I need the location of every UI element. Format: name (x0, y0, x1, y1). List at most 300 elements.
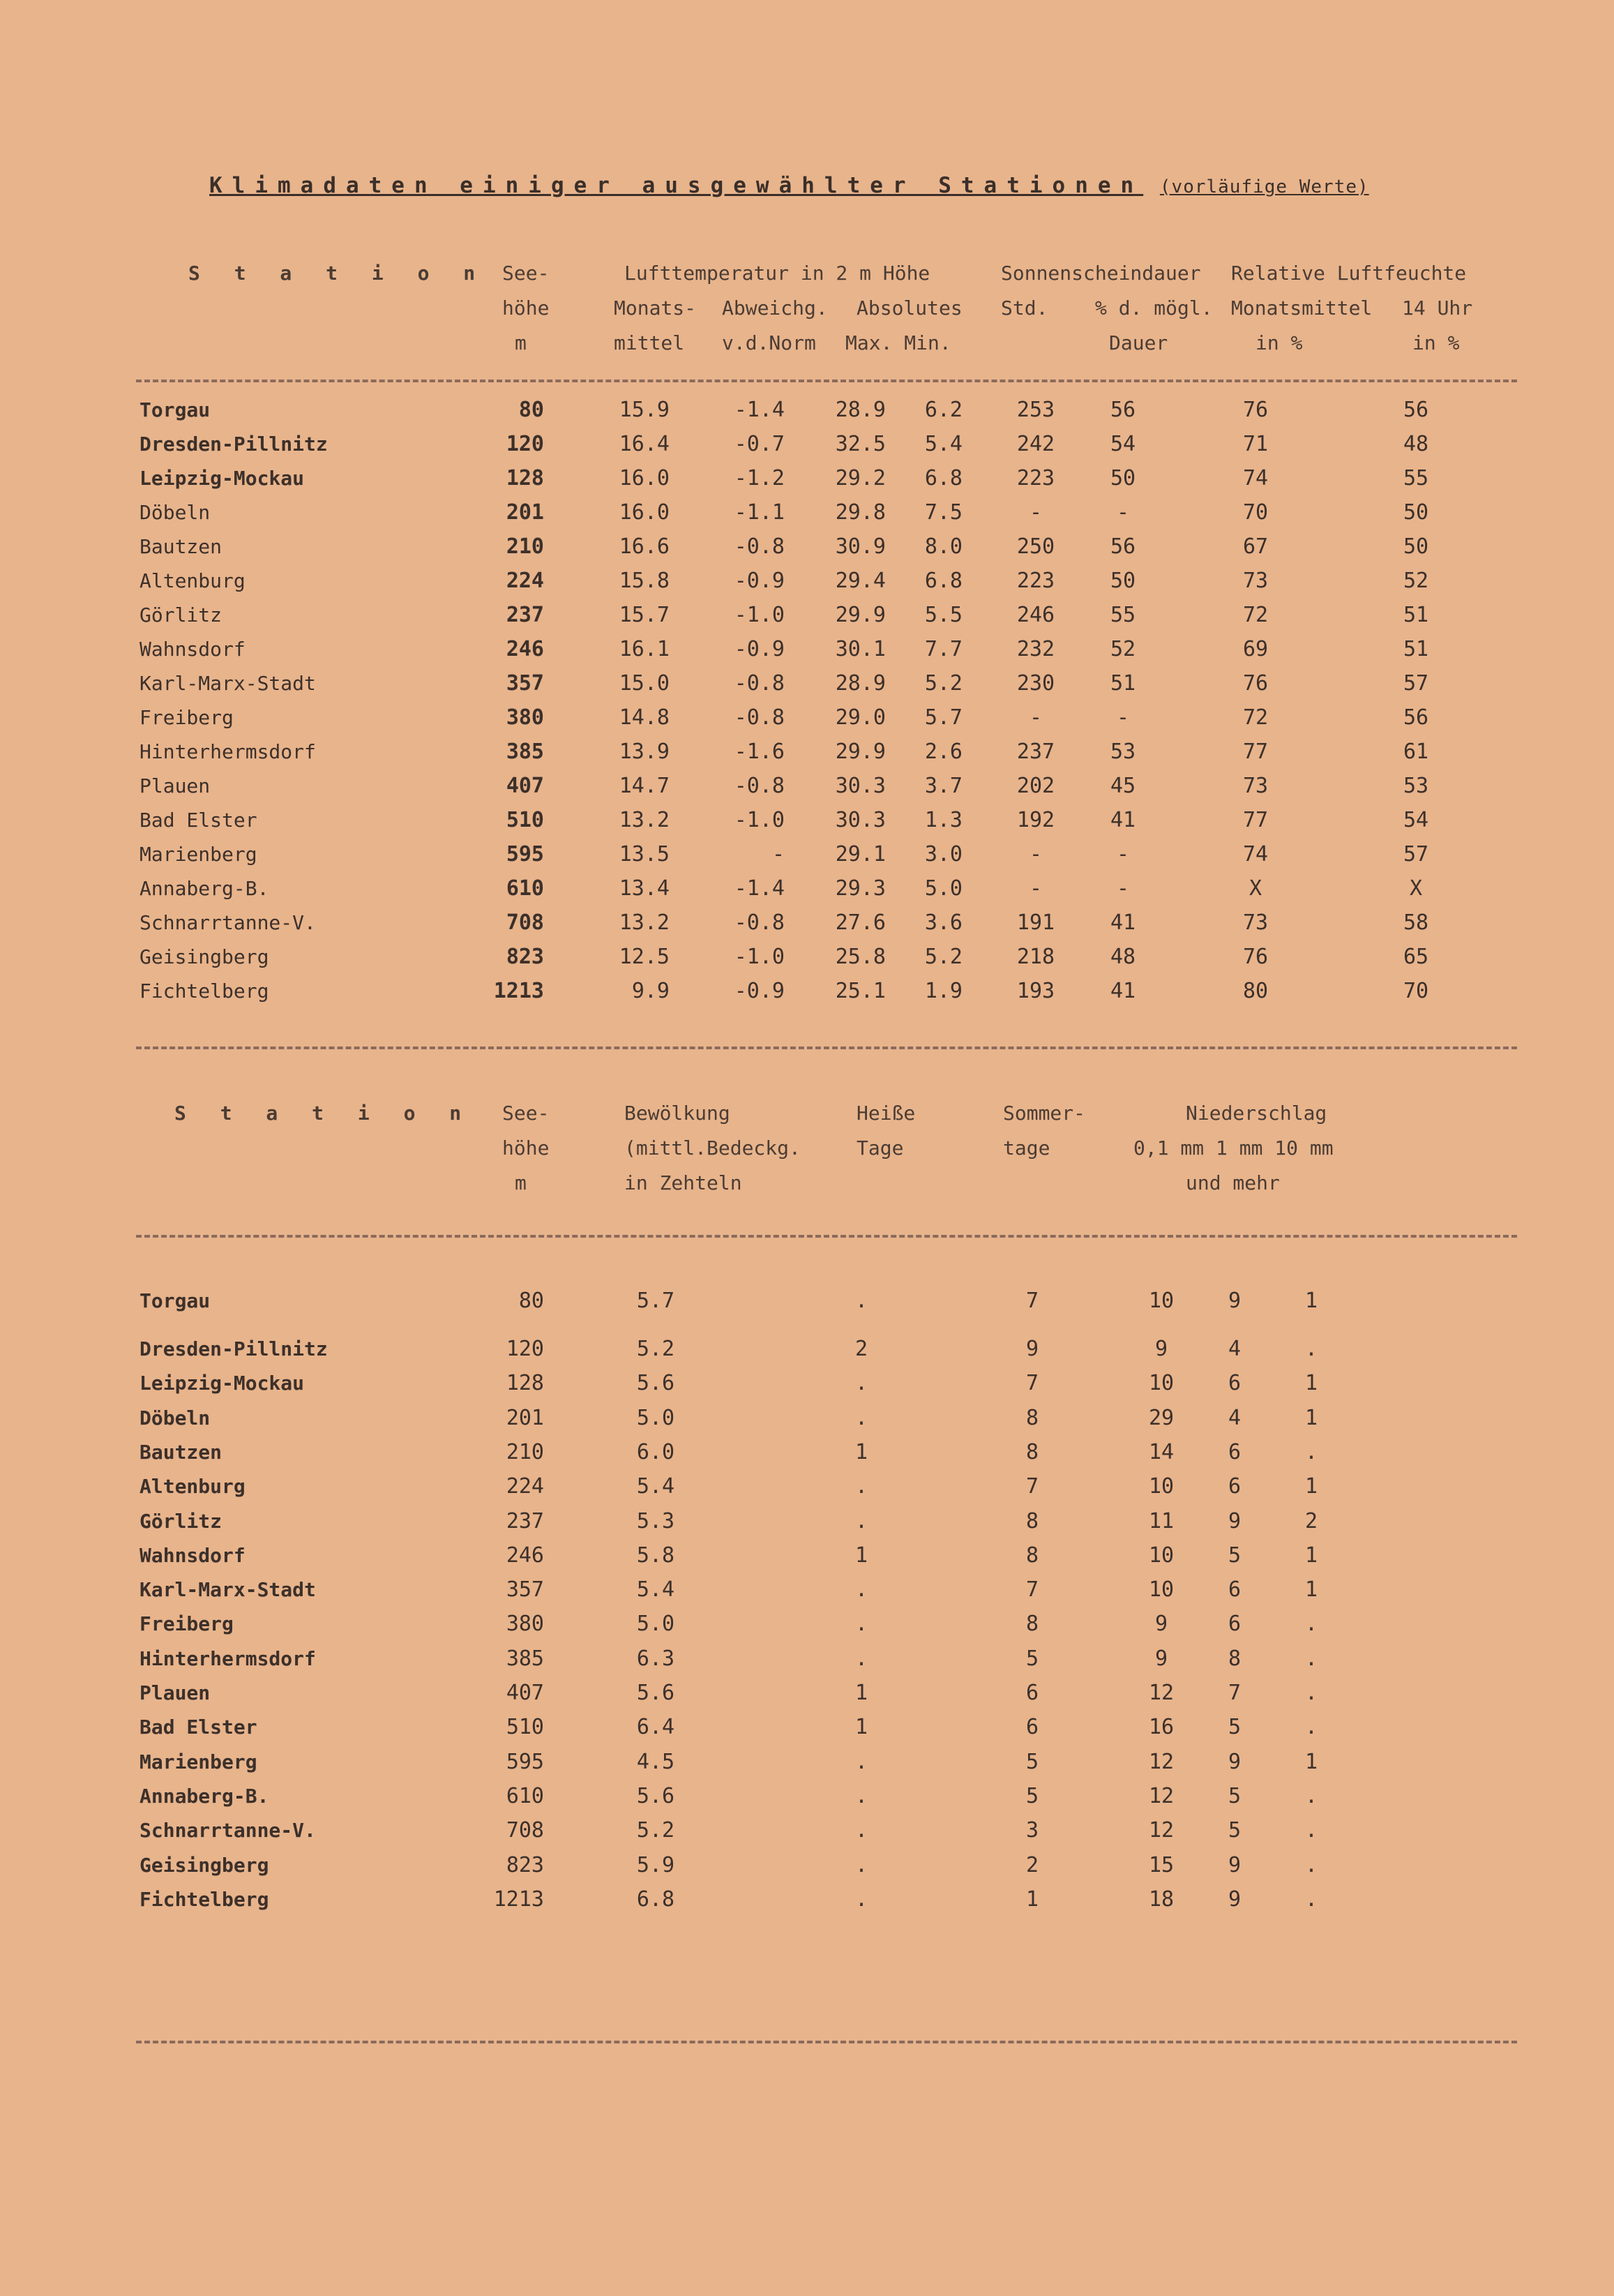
temp-min: 1.9 (924, 979, 963, 1003)
temp-mean: 16.1 (619, 637, 670, 661)
temp-deviation: - (771, 842, 785, 866)
t1-header-sun-group: Sonnenscheindauer (1001, 262, 1201, 285)
sunshine-percent: 41 (1110, 808, 1136, 832)
precip-1mm: 5 (1228, 1818, 1242, 1843)
hot-days: 1 (854, 1439, 868, 1464)
precip-10mm: . (1304, 1337, 1318, 1361)
table-row (0, 1335, 1614, 1363)
temp-deviation: -1.1 (734, 500, 785, 525)
sunshine-hours: 191 (1016, 910, 1055, 935)
sunshine-percent: 41 (1110, 910, 1136, 935)
station-name: Dresden-Pillnitz (139, 433, 328, 456)
elevation: 128 (506, 1371, 544, 1396)
humidity-14h: 55 (1403, 466, 1429, 490)
t2-header-hot-2: Tage (857, 1136, 904, 1160)
sunshine-hours: - (1029, 705, 1043, 730)
t2-header-cloud-3: in Zehteln (624, 1171, 742, 1194)
elevation: 380 (506, 705, 544, 730)
temp-min: 7.7 (924, 637, 963, 661)
sunshine-percent: 48 (1110, 945, 1136, 969)
humidity-mean: 67 (1242, 534, 1269, 559)
t1-header-elev-2: höhe (502, 297, 550, 320)
station-name: Bautzen (139, 1440, 223, 1464)
t1-header-hum14-1: 14 Uhr (1402, 297, 1473, 320)
temp-mean: 15.9 (619, 398, 670, 422)
precip-1mm: 6 (1228, 1371, 1242, 1396)
precip-10mm: 1 (1304, 1289, 1318, 1313)
table-row (0, 1439, 1614, 1466)
divider-line (136, 1235, 1517, 1238)
summer-days: 6 (1025, 1681, 1039, 1705)
hot-days: . (854, 1474, 868, 1499)
t1-header-temp-abs-1: Absolutes (857, 297, 963, 320)
station-name: Görlitz (139, 603, 223, 626)
cloud-cover: 6.0 (636, 1439, 675, 1464)
elevation: 224 (506, 569, 544, 593)
elevation: 823 (506, 1852, 544, 1877)
temp-min: 6.8 (924, 569, 963, 593)
sunshine-percent: 41 (1110, 979, 1136, 1003)
elevation: 201 (506, 1405, 544, 1430)
temp-deviation: -1.4 (734, 398, 785, 422)
summer-days: 7 (1025, 1577, 1039, 1603)
temp-deviation: -1.0 (734, 603, 785, 627)
summer-days: 9 (1025, 1337, 1039, 1361)
table-row (0, 396, 1614, 424)
elevation: 1213 (493, 979, 544, 1003)
station-name: Döbeln (139, 1406, 211, 1430)
elevation: 385 (506, 1646, 544, 1671)
temp-max: 25.8 (835, 945, 886, 969)
station-name: Torgau (139, 1289, 211, 1312)
temp-max: 30.3 (835, 808, 886, 832)
temp-mean: 12.5 (619, 945, 670, 969)
title-main: Klimadaten einiger ausgewählter Stationen (209, 173, 1144, 198)
temp-mean: 13.2 (619, 808, 670, 832)
table-row (0, 499, 1614, 527)
sunshine-hours: 253 (1016, 398, 1055, 422)
station-name: Fichtelberg (139, 1887, 269, 1911)
table-row (0, 1713, 1614, 1741)
t1-header-elev-3: m (515, 331, 527, 354)
precip-10mm: . (1304, 1646, 1318, 1671)
hot-days: 1 (854, 1715, 868, 1740)
table-row (0, 1748, 1614, 1776)
elevation: 80 (518, 398, 544, 422)
t1-header-sun-pct: % d. mögl. (1095, 297, 1213, 320)
hot-days: . (854, 1852, 868, 1877)
cloud-cover: 5.6 (636, 1371, 675, 1396)
precip-0-1mm: 18 (1148, 1886, 1175, 1912)
cloud-cover: 5.2 (636, 1818, 675, 1843)
t2-header-precip-group: Niederschlag (1186, 1102, 1327, 1125)
summer-days: 6 (1025, 1715, 1039, 1740)
humidity-14h: 70 (1403, 979, 1429, 1003)
temp-max: 29.1 (835, 842, 886, 866)
temp-max: 28.9 (835, 671, 886, 696)
t2-header-summer-2: tage (1003, 1136, 1050, 1160)
cloud-cover: 6.8 (636, 1886, 675, 1912)
hot-days: 2 (854, 1337, 868, 1361)
temp-mean: 16.0 (619, 466, 670, 490)
temp-deviation: -1.0 (734, 808, 785, 832)
elevation: 80 (518, 1289, 544, 1313)
sunshine-percent: - (1116, 842, 1130, 866)
table-row (0, 806, 1614, 834)
elevation: 380 (506, 1612, 544, 1637)
precip-0-1mm: 12 (1148, 1749, 1175, 1774)
summer-days: 1 (1025, 1886, 1039, 1912)
hot-days: . (854, 1289, 868, 1313)
station-name: Hinterhermsdorf (139, 740, 316, 763)
hot-days: . (854, 1886, 868, 1912)
table-row (0, 567, 1614, 595)
station-name: Bautzen (139, 535, 223, 558)
humidity-mean: 76 (1242, 671, 1269, 696)
elevation: 246 (506, 1543, 544, 1568)
temp-min: 6.2 (924, 398, 963, 422)
temp-max: 29.8 (835, 500, 886, 525)
summer-days: 8 (1025, 1543, 1039, 1568)
sunshine-hours: 230 (1016, 671, 1055, 696)
precip-1mm: 8 (1228, 1646, 1242, 1671)
precip-10mm: 1 (1304, 1371, 1318, 1396)
humidity-14h: 56 (1403, 705, 1429, 730)
t2-header-precip-sub2: und mehr (1186, 1171, 1280, 1194)
temp-mean: 13.4 (619, 876, 670, 901)
hot-days: . (854, 1612, 868, 1637)
table-row (0, 1886, 1614, 1914)
table-row (0, 1508, 1614, 1536)
table-row (0, 704, 1614, 732)
hot-days: 1 (854, 1681, 868, 1705)
t2-header-summer-1: Sommer- (1003, 1102, 1086, 1125)
humidity-14h: 52 (1403, 569, 1429, 593)
sunshine-hours: 202 (1016, 774, 1055, 798)
temp-mean: 16.0 (619, 500, 670, 525)
temp-deviation: -1.0 (734, 945, 785, 969)
sunshine-hours: 193 (1016, 979, 1055, 1003)
station-name: Wahnsdorf (139, 1543, 246, 1567)
precip-10mm: . (1304, 1783, 1318, 1808)
cloud-cover: 5.6 (636, 1783, 675, 1808)
t1-header-temp-mean-1: Monats- (614, 297, 697, 320)
precip-10mm: . (1304, 1439, 1318, 1464)
elevation: 357 (506, 1577, 544, 1603)
hot-days: . (854, 1371, 868, 1396)
precip-1mm: 4 (1228, 1405, 1242, 1430)
elevation: 510 (506, 808, 544, 832)
elevation: 237 (506, 1508, 544, 1533)
elevation: 201 (506, 500, 544, 525)
temp-max: 28.9 (835, 398, 886, 422)
precip-0-1mm: 10 (1148, 1474, 1175, 1499)
elevation: 357 (506, 671, 544, 696)
summer-days: 7 (1025, 1289, 1039, 1313)
precip-1mm: 9 (1228, 1886, 1242, 1912)
table-row (0, 1404, 1614, 1432)
temp-min: 2.6 (924, 740, 963, 764)
hot-days: . (854, 1749, 868, 1774)
precip-10mm: . (1304, 1681, 1318, 1705)
humidity-14h: 51 (1403, 603, 1429, 627)
precip-0-1mm: 10 (1148, 1371, 1175, 1396)
t1-header-sun-dauer: Dauer (1109, 331, 1168, 354)
temp-max: 30.1 (835, 637, 886, 661)
temp-min: 5.4 (924, 432, 963, 456)
temp-max: 30.3 (835, 774, 886, 798)
t1-header-temp-group: Lufttemperatur in 2 m Höhe (624, 262, 930, 285)
humidity-mean: X (1249, 876, 1262, 901)
station-name: Plauen (139, 1681, 211, 1704)
temp-min: 6.8 (924, 466, 963, 490)
precip-0-1mm: 12 (1148, 1681, 1175, 1705)
t1-header-elev-1: See- (502, 262, 550, 285)
elevation: 407 (506, 1681, 544, 1705)
precip-10mm: 1 (1304, 1405, 1318, 1430)
temp-deviation: -0.8 (734, 705, 785, 730)
precip-1mm: 7 (1228, 1681, 1242, 1705)
sunshine-hours: 218 (1016, 945, 1055, 969)
temp-deviation: -1.6 (734, 740, 785, 764)
sunshine-hours: 250 (1016, 534, 1055, 559)
humidity-mean: 76 (1242, 945, 1269, 969)
sunshine-hours: 246 (1016, 603, 1055, 627)
sunshine-percent: 45 (1110, 774, 1136, 798)
table-row (0, 601, 1614, 629)
t1-header-hum-mean-1: Monatsmittel (1231, 297, 1373, 320)
table-row (0, 1610, 1614, 1638)
precip-0-1mm: 9 (1154, 1646, 1168, 1671)
sunshine-percent: 50 (1110, 466, 1136, 490)
temp-min: 5.0 (924, 876, 963, 901)
cloud-cover: 5.8 (636, 1543, 675, 1568)
temp-min: 5.2 (924, 671, 963, 696)
station-name: Dresden-Pillnitz (139, 1337, 328, 1360)
precip-1mm: 9 (1228, 1852, 1242, 1877)
precip-0-1mm: 11 (1148, 1508, 1175, 1533)
station-name: Leipzig-Mockau (139, 467, 305, 490)
title-note: (vorläufige Werte) (1159, 177, 1369, 197)
cloud-cover: 4.5 (636, 1749, 675, 1774)
table-row (0, 1473, 1614, 1501)
temp-mean: 14.8 (619, 705, 670, 730)
precip-10mm: 1 (1304, 1577, 1318, 1603)
temp-mean: 15.8 (619, 569, 670, 593)
precip-1mm: 5 (1228, 1783, 1242, 1808)
station-name: Leipzig-Mockau (139, 1372, 305, 1395)
table-row (0, 1679, 1614, 1707)
temp-max: 29.3 (835, 876, 886, 901)
humidity-mean: 77 (1242, 740, 1269, 764)
precip-0-1mm: 10 (1148, 1289, 1175, 1313)
cloud-cover: 5.7 (636, 1289, 675, 1313)
summer-days: 5 (1025, 1783, 1039, 1808)
elevation: 246 (506, 637, 544, 661)
humidity-mean: 76 (1242, 398, 1269, 422)
humidity-mean: 72 (1242, 705, 1269, 730)
cloud-cover: 6.3 (636, 1646, 675, 1671)
temp-deviation: -0.8 (734, 910, 785, 935)
temp-deviation: -0.8 (734, 774, 785, 798)
temp-max: 30.9 (835, 534, 886, 559)
sunshine-percent: 51 (1110, 671, 1136, 696)
sunshine-hours: 223 (1016, 466, 1055, 490)
humidity-14h: 51 (1403, 637, 1429, 661)
table-row (0, 465, 1614, 493)
precip-1mm: 5 (1228, 1543, 1242, 1568)
station-name: Bad Elster (139, 809, 257, 832)
precip-0-1mm: 12 (1148, 1783, 1175, 1808)
precip-0-1mm: 12 (1148, 1818, 1175, 1843)
table-row (0, 670, 1614, 698)
cloud-cover: 5.0 (636, 1405, 675, 1430)
station-name: Geisingberg (139, 1853, 269, 1877)
elevation: 595 (506, 1749, 544, 1774)
t1-header-hum-mean-2: in % (1255, 331, 1303, 354)
precip-0-1mm: 16 (1148, 1715, 1175, 1740)
elevation: 610 (506, 876, 544, 901)
precip-10mm: . (1304, 1612, 1318, 1637)
table-row (0, 533, 1614, 561)
temp-max: 29.2 (835, 466, 886, 490)
humidity-mean: 69 (1242, 637, 1269, 661)
elevation: 120 (506, 432, 544, 456)
humidity-14h: 50 (1403, 534, 1429, 559)
station-name: Freiberg (139, 1612, 234, 1636)
humidity-mean: 70 (1242, 500, 1269, 525)
cloud-cover: 5.9 (636, 1852, 675, 1877)
precip-10mm: . (1304, 1818, 1318, 1843)
sunshine-hours: - (1029, 500, 1043, 525)
precip-10mm: 1 (1304, 1749, 1318, 1774)
elevation: 510 (506, 1715, 544, 1740)
t2-header-elev-1: See- (502, 1102, 550, 1125)
station-name: Marienberg (139, 1750, 257, 1773)
humidity-mean: 74 (1242, 842, 1269, 866)
hot-days: . (854, 1405, 868, 1430)
t1-header-hum-group: Relative Luftfeuchte (1231, 262, 1467, 285)
cloud-cover: 5.0 (636, 1612, 675, 1637)
table-row (0, 875, 1614, 903)
precip-0-1mm: 9 (1154, 1612, 1168, 1637)
precip-1mm: 4 (1228, 1337, 1242, 1361)
precip-1mm: 5 (1228, 1715, 1242, 1740)
station-name: Görlitz (139, 1509, 223, 1533)
station-name: Bad Elster (139, 1716, 257, 1739)
precip-0-1mm: 10 (1148, 1577, 1175, 1603)
humidity-mean: 73 (1242, 910, 1269, 935)
elevation: 128 (506, 466, 544, 490)
t2-header-precip-sub: 0,1 mm 1 mm 10 mm (1133, 1136, 1334, 1160)
temp-mean: 13.9 (619, 740, 670, 764)
humidity-14h: 57 (1403, 671, 1429, 696)
hot-days: . (854, 1508, 868, 1533)
precip-10mm: 1 (1304, 1474, 1318, 1499)
table-row (0, 636, 1614, 663)
table-row (0, 772, 1614, 800)
t2-header-station: S t a t i o n (174, 1102, 473, 1125)
sunshine-percent: 53 (1110, 740, 1136, 764)
humidity-14h: 61 (1403, 740, 1429, 764)
t1-header-temp-dev-2: v.d.Norm (722, 331, 816, 354)
t2-header-elev-3: m (515, 1171, 527, 1194)
precip-1mm: 9 (1228, 1289, 1242, 1313)
table-row (0, 738, 1614, 766)
precip-0-1mm: 14 (1148, 1439, 1175, 1464)
temp-max: 25.1 (835, 979, 886, 1003)
sunshine-hours: 223 (1016, 569, 1055, 593)
sunshine-hours: - (1029, 842, 1043, 866)
temp-mean: 15.7 (619, 603, 670, 627)
summer-days: 5 (1025, 1749, 1039, 1774)
sunshine-percent: - (1116, 876, 1130, 901)
humidity-14h: 48 (1403, 432, 1429, 456)
humidity-14h: 57 (1403, 842, 1429, 866)
precip-1mm: 6 (1228, 1474, 1242, 1499)
t1-header-temp-dev-1: Abweichg. (722, 297, 828, 320)
humidity-14h: 50 (1403, 500, 1429, 525)
summer-days: 2 (1025, 1852, 1039, 1877)
sunshine-percent: 54 (1110, 432, 1136, 456)
humidity-14h: 65 (1403, 945, 1429, 969)
temp-min: 8.0 (924, 534, 963, 559)
t1-header-hum14-2: in % (1412, 331, 1460, 354)
temp-mean: 16.4 (619, 432, 670, 456)
divider-line (136, 1046, 1517, 1049)
temp-min: 5.5 (924, 603, 963, 627)
sunshine-hours: 242 (1016, 432, 1055, 456)
station-name: Karl-Marx-Stadt (139, 1578, 316, 1602)
precip-1mm: 9 (1228, 1508, 1242, 1533)
summer-days: 8 (1025, 1508, 1039, 1533)
humidity-mean: 71 (1242, 432, 1269, 456)
station-name: Plauen (139, 774, 211, 797)
summer-days: 8 (1025, 1439, 1039, 1464)
temp-min: 1.3 (924, 808, 963, 832)
temp-deviation: -1.2 (734, 466, 785, 490)
temp-max: 29.4 (835, 569, 886, 593)
table-row (0, 1645, 1614, 1673)
elevation: 823 (506, 945, 544, 969)
temp-max: 29.0 (835, 705, 886, 730)
temp-min: 7.5 (924, 500, 963, 525)
humidity-mean: 80 (1242, 979, 1269, 1003)
precip-0-1mm: 15 (1148, 1852, 1175, 1877)
table-row (0, 909, 1614, 937)
temp-min: 5.7 (924, 705, 963, 730)
precip-10mm: . (1304, 1886, 1318, 1912)
sunshine-hours: - (1029, 876, 1043, 901)
humidity-14h: 58 (1403, 910, 1429, 935)
sunshine-percent: 52 (1110, 637, 1136, 661)
t2-header-cloud-1: Bewölkung (624, 1102, 730, 1125)
precip-1mm: 6 (1228, 1577, 1242, 1603)
cloud-cover: 5.4 (636, 1577, 675, 1603)
elevation: 595 (506, 842, 544, 866)
t2-header-elev-2: höhe (502, 1136, 550, 1160)
elevation: 210 (506, 1439, 544, 1464)
temp-deviation: -0.8 (734, 671, 785, 696)
cloud-cover: 5.6 (636, 1681, 675, 1705)
station-name: Marienberg (139, 843, 257, 866)
table-row (0, 977, 1614, 1005)
t2-header-cloud-2: (mittl.Bedeckg. (624, 1136, 801, 1160)
cloud-cover: 5.4 (636, 1474, 675, 1499)
t1-header-temp-mean-2: mittel (614, 331, 685, 354)
sunshine-hours: 237 (1016, 740, 1055, 764)
table-row (0, 1783, 1614, 1810)
